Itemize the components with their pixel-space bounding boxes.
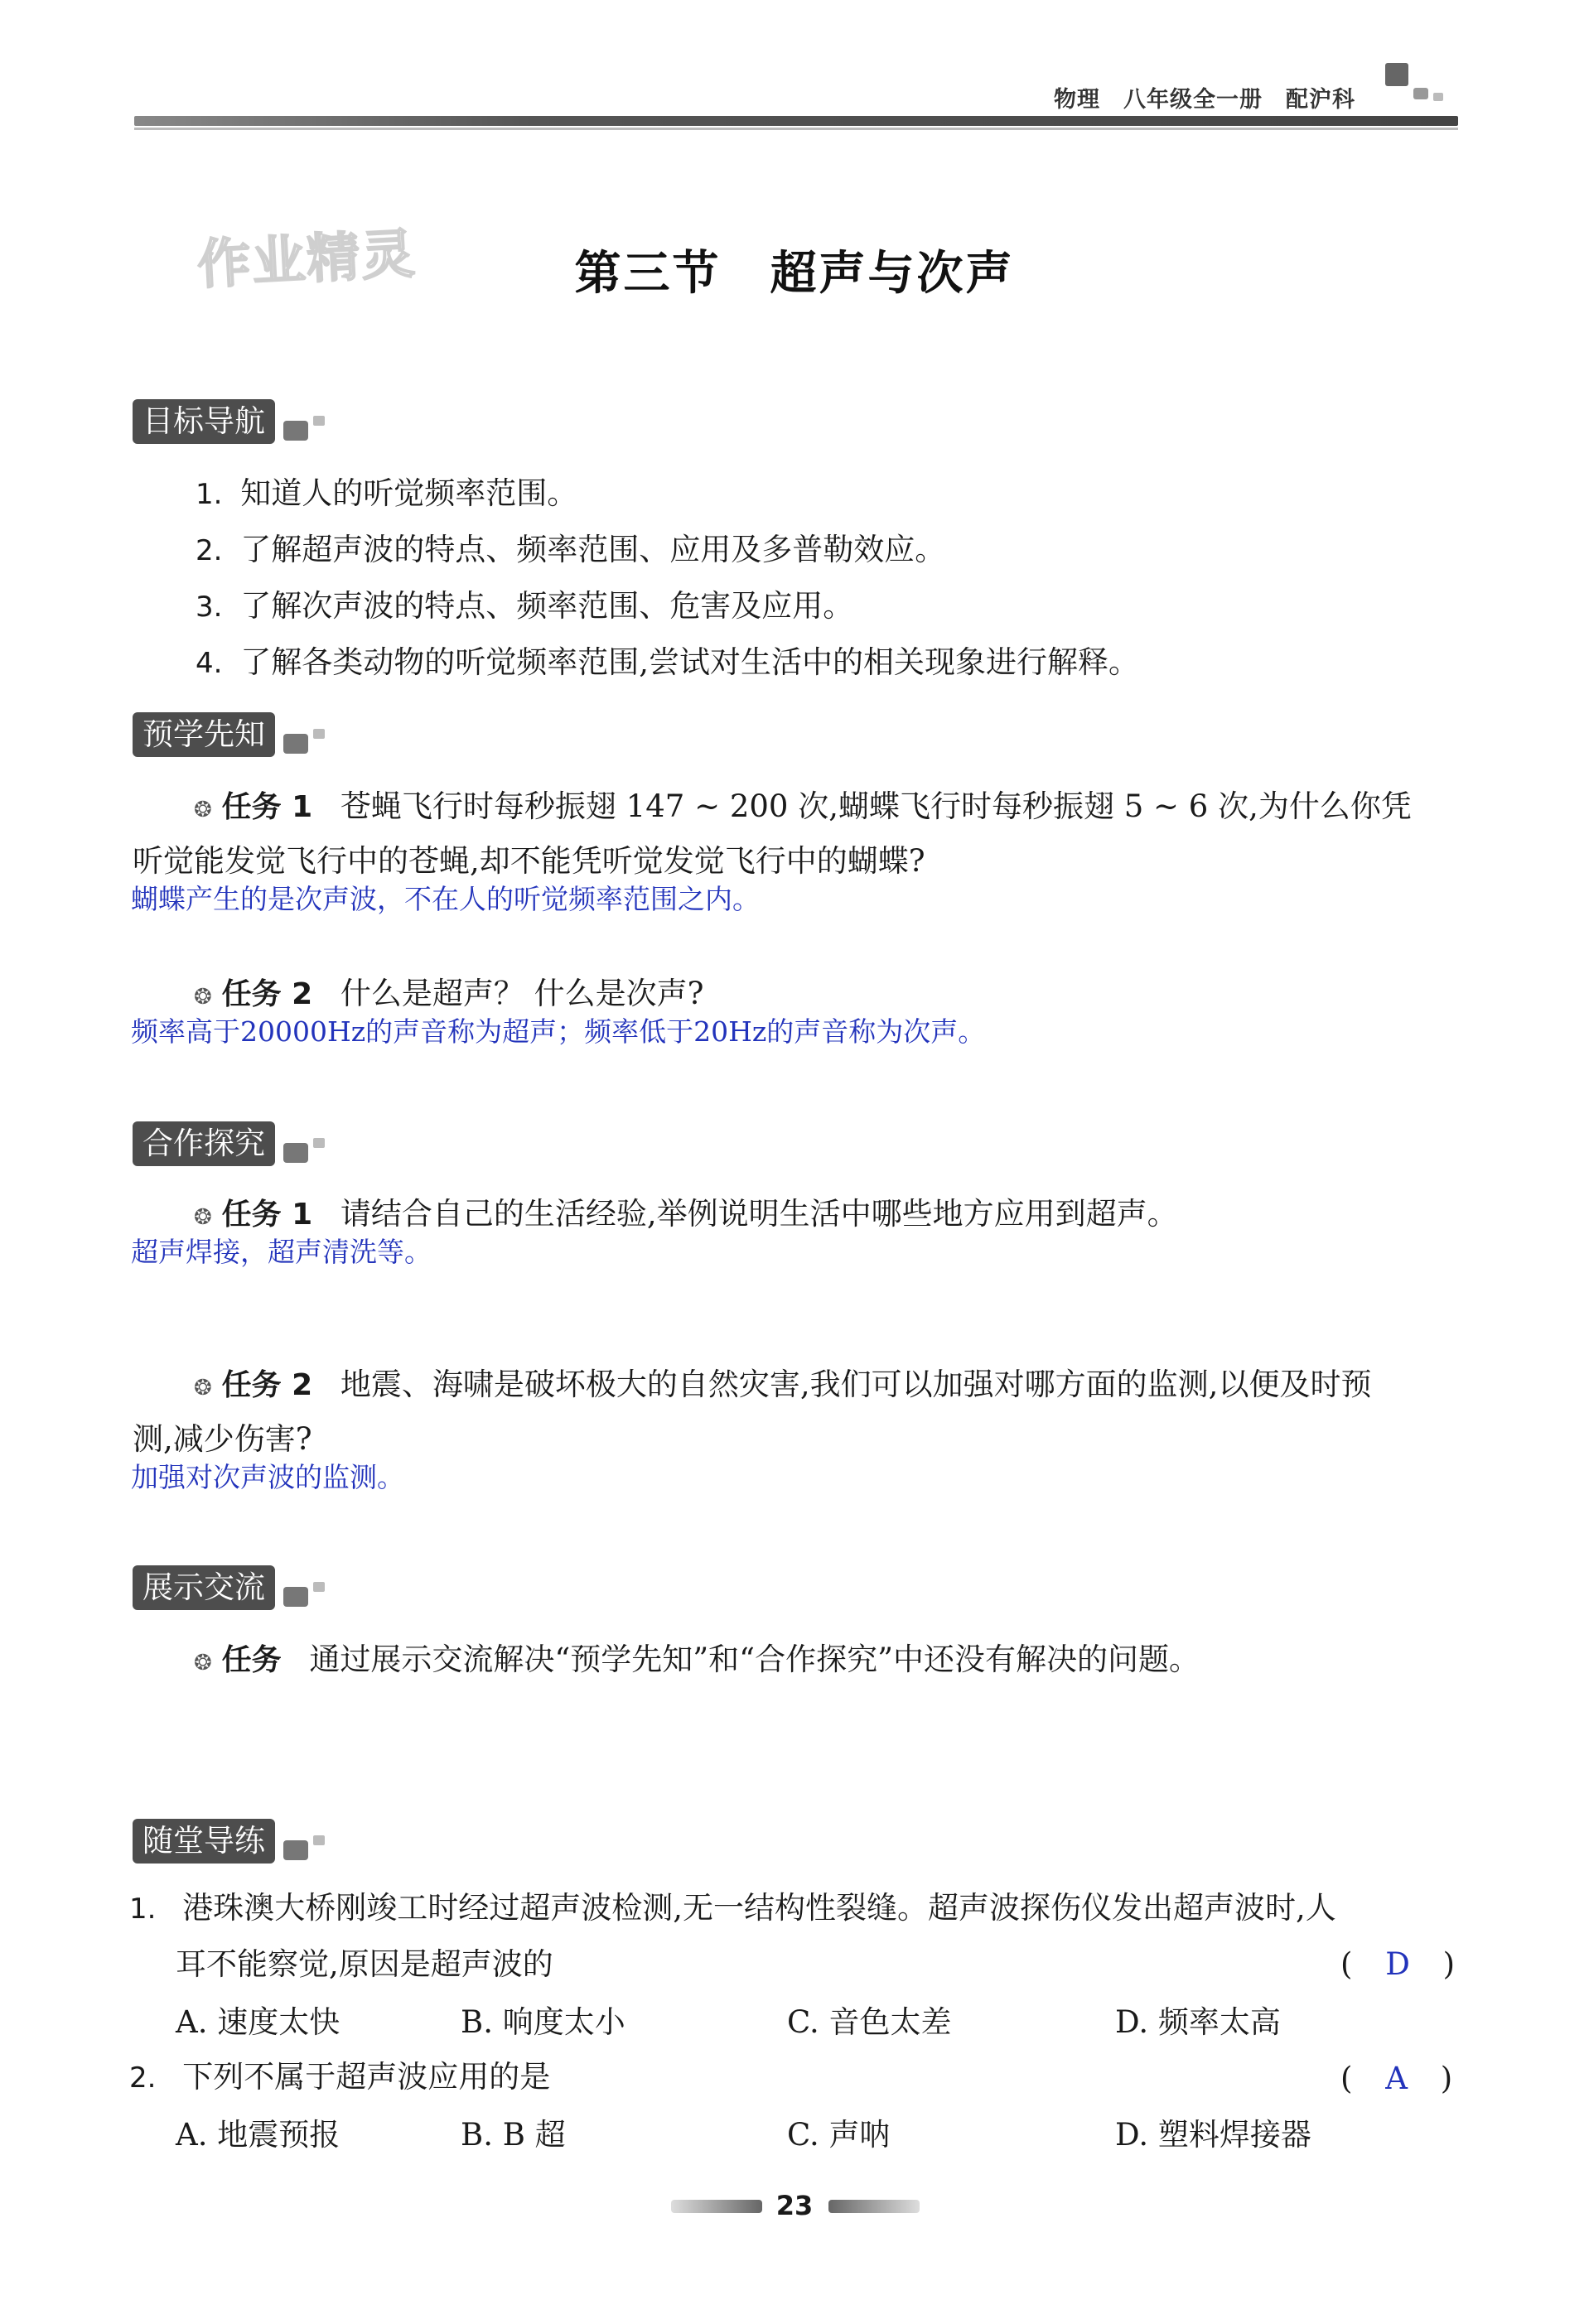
question-1 xyxy=(129,1890,1336,1927)
section-tag-deco-small xyxy=(313,1582,325,1592)
gear-icon: ❂ xyxy=(194,798,212,822)
page-title: 第三节 超声与次声 xyxy=(574,247,1015,301)
paren-open: ( xyxy=(1340,2061,1353,2096)
section-tag-preview: 预学先知 xyxy=(133,712,275,757)
goal-item xyxy=(196,644,1139,682)
goal-item xyxy=(196,588,853,625)
option: D. 频率太高 xyxy=(1115,2004,1281,2040)
question-text-continued: 耳不能察觉,原因是超声波的 xyxy=(176,1946,553,1982)
task-text: 通过展示交流解决“预学先知”和“合作探究”中还没有解决的问题。 xyxy=(309,1642,1200,1677)
option: D. 塑料焊接器 xyxy=(1115,2117,1311,2153)
question-2 xyxy=(129,2059,550,2096)
question-text: 港珠澳大桥刚竣工时经过超声波检测,无一结构性裂缝。超声波探伤仪发出超声波时,人 xyxy=(182,1890,1336,1926)
goal-text: 了解超声波的特点、频率范围、应用及多普勒效应。 xyxy=(240,532,946,567)
paren-open: ( xyxy=(1340,1946,1353,1982)
goal-item xyxy=(196,532,945,569)
section-tag-deco xyxy=(283,1840,308,1860)
section-tag-deco-small xyxy=(313,729,325,739)
goal-item xyxy=(196,475,577,513)
task-text-continued: 听觉能发觉飞行中的苍蝇,却不能凭听觉发觉飞行中的蝴蝶? xyxy=(133,843,925,879)
handwritten-answer: 蝴蝶产生的是次声波，不在人的听觉频率范围之内。 xyxy=(131,883,760,915)
task-label: 任务 2 xyxy=(221,977,313,1011)
task-text-continued: 测,减少伤害? xyxy=(133,1421,312,1457)
header-deco-square-small xyxy=(1413,88,1428,99)
task-text: 苍蝇飞行时每秒振翅 147 ~ 200 次,蝴蝶飞行时每秒振翅 5 ~ 6 次,为什么你凭 xyxy=(340,788,1412,824)
question-number: 2. xyxy=(129,2061,157,2095)
task-text: 地震、海啸是破坏极大的自然灾害,我们可以加强对哪方面的监测,以便及时预 xyxy=(340,1367,1372,1402)
header-deco-square-tiny xyxy=(1433,93,1443,101)
running-header: 物理 八年级全一册 配沪科 xyxy=(1054,87,1355,113)
answer-bracket xyxy=(1340,1946,1455,1983)
option: A. 地震预报 xyxy=(176,2117,340,2153)
task-label: 任务 1 xyxy=(221,1198,313,1232)
task-line xyxy=(194,1196,1178,1236)
gear-icon: ❂ xyxy=(194,1376,212,1401)
question-text: 下列不属于超声波应用的是 xyxy=(182,2059,551,2095)
paren-close: ) xyxy=(1440,2061,1453,2096)
section-tag-deco xyxy=(283,1587,308,1607)
task-line xyxy=(194,976,704,1015)
gear-icon: ❂ xyxy=(194,1205,212,1230)
task-line xyxy=(194,1367,1371,1406)
task-line xyxy=(194,788,1412,828)
task-text: 请结合自己的生活经验,举例说明生活中哪些地方应用到超声。 xyxy=(340,1196,1178,1232)
option: C. 声呐 xyxy=(787,2117,891,2153)
answer-letter: D xyxy=(1385,1946,1410,1982)
section-tag-deco-small xyxy=(313,1835,325,1845)
goal-text: 了解各类动物的听觉频率范围,尝试对生活中的相关现象进行解释。 xyxy=(240,644,1139,680)
section-tag-cooperate: 合作探究 xyxy=(133,1121,275,1166)
handwritten-answer: 频率高于20000Hz的声音称为超声；频率低于20Hz的声音称为次声。 xyxy=(131,1015,986,1048)
section-tag-deco xyxy=(283,1143,308,1163)
answer-letter: A xyxy=(1385,2061,1408,2096)
task-label: 任务 2 xyxy=(221,1368,313,1402)
header-rule-thin xyxy=(134,128,1458,130)
section-tag-deco-small xyxy=(313,1138,325,1148)
page-number: 23 xyxy=(775,2190,814,2221)
handwritten-answer: 加强对次声波的监测。 xyxy=(131,1461,404,1493)
goal-number: 4. xyxy=(196,647,223,680)
section-tag-deco xyxy=(283,734,308,754)
task-label: 任务 1 xyxy=(221,790,313,824)
section-tag-display: 展示交流 xyxy=(133,1565,275,1610)
section-tag-goals: 目标导航 xyxy=(133,399,275,444)
option: B. B 超 xyxy=(461,2117,566,2153)
goal-text: 了解次声波的特点、频率范围、危害及应用。 xyxy=(240,588,854,624)
goal-number: 1. xyxy=(196,478,223,511)
section-tag-deco xyxy=(283,421,308,441)
task-label: 任务 xyxy=(221,1643,282,1677)
handwritten-answer: 超声焊接，超声清洗等。 xyxy=(131,1236,432,1268)
watermark-logo: 作业精灵 xyxy=(196,224,418,297)
answer-bracket xyxy=(1340,2061,1452,2097)
task-text: 什么是超声？ 什么是次声? xyxy=(340,976,704,1011)
gear-icon: ❂ xyxy=(194,1651,212,1675)
section-tag-practice: 随堂导练 xyxy=(133,1819,275,1864)
question-number: 1. xyxy=(129,1892,157,1926)
task-line xyxy=(194,1642,1200,1681)
goal-text: 知道人的听觉频率范围。 xyxy=(240,475,578,511)
header-deco-square-large xyxy=(1385,63,1408,86)
option: C. 音色太差 xyxy=(787,2004,952,2040)
goal-number: 2. xyxy=(196,534,223,567)
option: A. 速度太快 xyxy=(176,2004,340,2040)
gear-icon: ❂ xyxy=(194,985,212,1010)
header-rule xyxy=(134,116,1458,126)
section-tag-deco-small xyxy=(313,416,325,426)
paren-close: ) xyxy=(1442,1946,1456,1982)
goal-number: 3. xyxy=(196,591,223,624)
option: B. 响度太小 xyxy=(461,2004,625,2040)
